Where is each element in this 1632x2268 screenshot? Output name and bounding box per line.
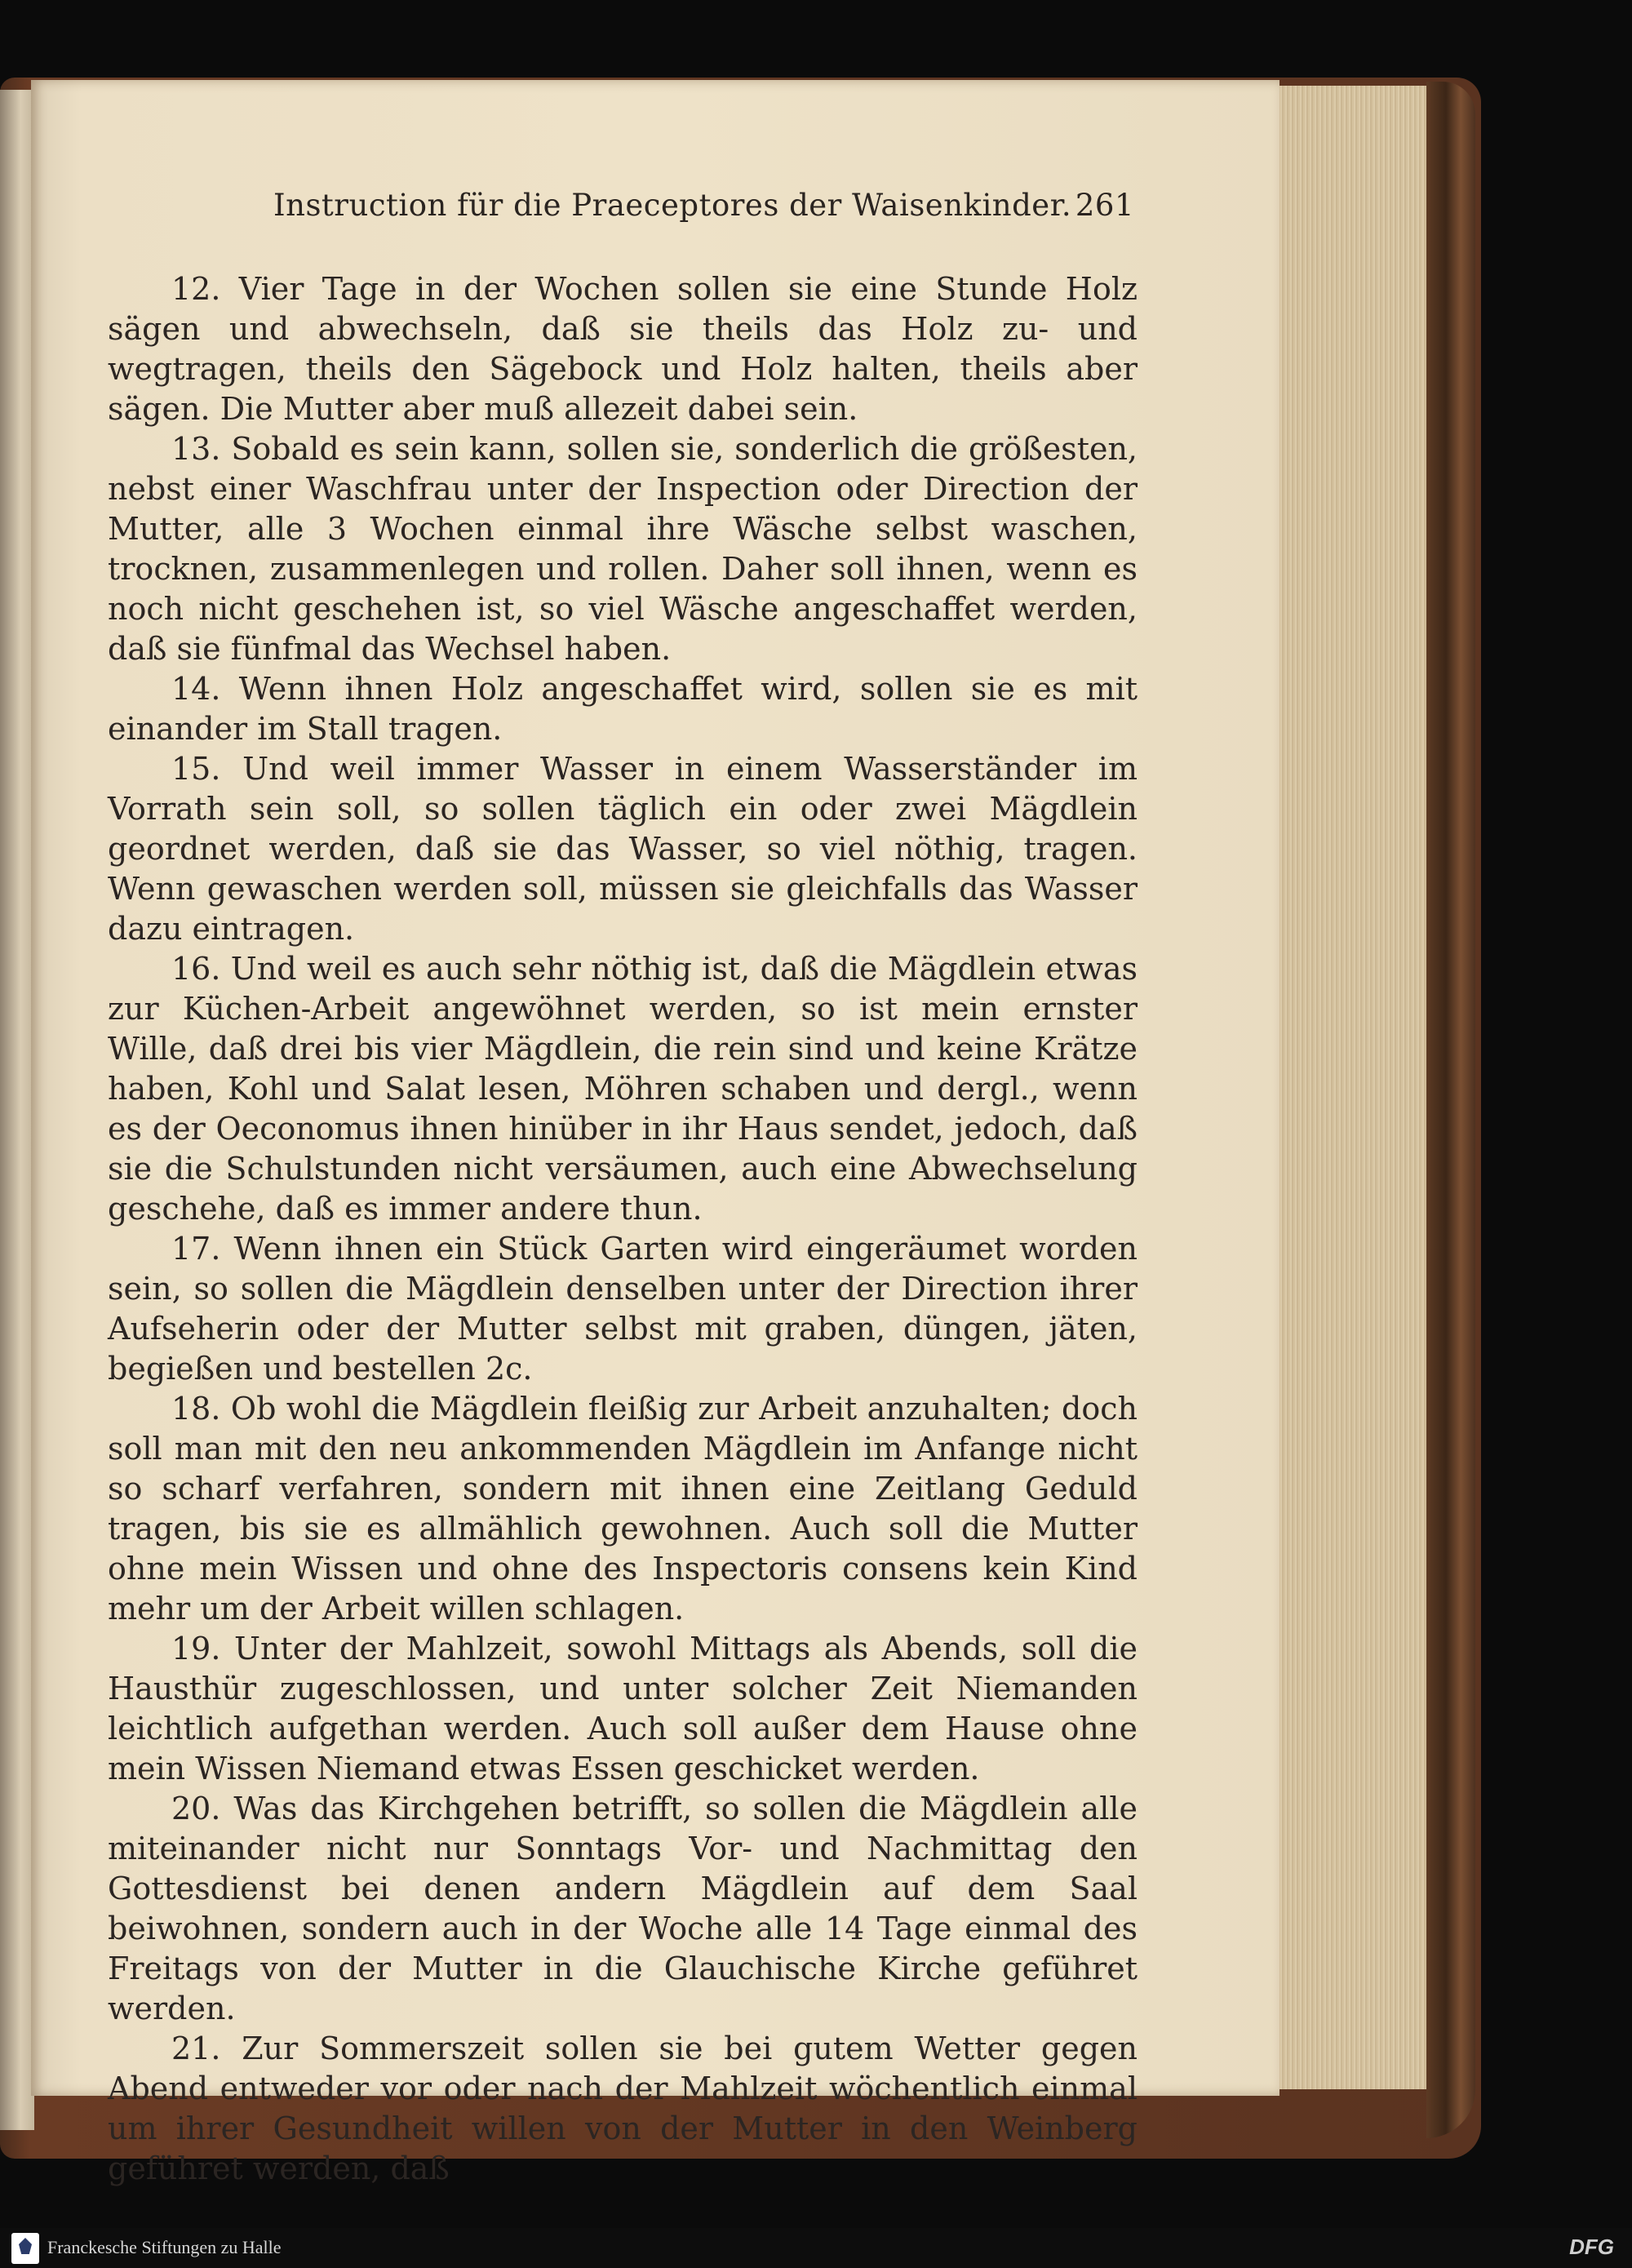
paragraph-20: 20. Was das Kirchgehen betrifft, so sollen die Mägdlein alle miteinander nicht nur Sonntags Vor- und Nachmittag den Gottesdienst bei denen andern Mägdlein auf dem Saal beiwohnen, sondern auch in der Woche alle 14 Tage einmal des Freitags von der Mutter in die Glauchische Kirche geführet werden. (108, 1791, 1138, 2026)
paragraph-16: 16. Und weil es auch sehr nöthig ist, daß die Mägdlein etwas zur Küchen-Arbeit angewöhnet werden, so ist mein ernster Wille, daß drei bis vier Mägdlein, die rein sind und keine Krätze haben, Kohl und Salat lesen, Möhren schaben und dergl., wenn es der Oeconomus ihnen hinüber in ihr Haus sendet, jedoch, daß sie die Schulstunden nicht versäumen, auch eine Abwechselung geschehe, daß es immer andere thun. (108, 951, 1138, 1227)
paragraph-18: 18. Ob wohl die Mägdlein fleißig zur Arbeit anzuhalten; doch soll man mit den neu ankommenden Mägdlein im Anfange nicht so scharf verfahren, sondern mit ihnen eine Zeitlang Geduld tragen, bis sie es allmählich gewohnen. Auch soll die Mutter ohne mein Wissen und ohne des Inspectoris consens kein Kind mehr um der Arbeit willen schlagen. (108, 1391, 1138, 1627)
body-text (108, 269, 1138, 2189)
paragraph-14: 14. Wenn ihnen Holz angeschaffet wird, sollen sie es mit einander im Stall tragen. (108, 671, 1138, 747)
paragraph-19: 19. Unter der Mahlzeit, sowohl Mittags als Abends, soll die Hausthür zugeschlossen, und unter solcher Zeit Niemanden leichtlich aufgethan werden. Auch soll außer dem Hause ohne mein Wissen Niemand etwas Essen geschicket werden. (108, 1631, 1138, 1786)
paragraph-12: 12. Vier Tage in der Wochen sollen sie eine Stunde Holz sägen und abwechseln, daß sie theils das Holz zu- und wegtragen, theils den Sägebock und Holz halten, theils aber sägen. Die Mutter aber muß allezeit dabei sein. (108, 271, 1138, 427)
left-page-edge (0, 90, 34, 2130)
institution-logo-icon (11, 2233, 39, 2264)
page-number: 261 (1075, 188, 1134, 223)
viewer-footer (0, 2228, 1632, 2268)
institution-name: Franckesche Stiftungen zu Halle (47, 2237, 282, 2257)
page-block-edge (1279, 86, 1430, 2089)
running-head-title: Instruction für die Praeceptores der Waisenkinder. (273, 188, 1072, 223)
paragraph-13: 13. Sobald es sein kann, sollen sie, sonderlich die größesten, nebst einer Waschfrau unter der Inspection oder Direction der Mutter, alle 3 Wochen einmal ihre Wäsche selbst waschen, trocknen, zusammenlegen und rollen. Daher soll ihnen, wenn es noch nicht geschehen ist, so viel Wäsche angeschaffet werden, daß sie fünfmal das Wechsel haben. (108, 431, 1138, 667)
paragraph-17: 17. Wenn ihnen ein Stück Garten wird eingeräumet worden sein, so sollen die Mägdlein denselben unter der Direction ihrer Aufseherin oder der Mutter selbst mit graben, düngen, jäten, begießen und bestellen 2c. (108, 1231, 1138, 1387)
running-head (273, 188, 1134, 237)
paragraph-15: 15. Und weil immer Wasser in einem Wasserständer im Vorrath sein soll, so sollen täglich ein oder zwei Mägdlein geordnet werden, daß sie das Wasser, so viel nöthig, tragen. Wenn gewaschen werden soll, müssen sie gleichfalls das Wasser dazu eintragen. (108, 751, 1138, 947)
dfg-logo: DFG (1569, 2235, 1614, 2259)
book-spine (1426, 82, 1475, 2138)
paragraph-21: 21. Zur Sommerszeit sollen sie bei gutem Wetter gegen Abend entweder vor oder nach der Mahlzeit wöchentlich einmal um ihrer Gesundheit willen von der Mutter in den Weinberg geführet werden, daß (108, 2031, 1138, 2186)
